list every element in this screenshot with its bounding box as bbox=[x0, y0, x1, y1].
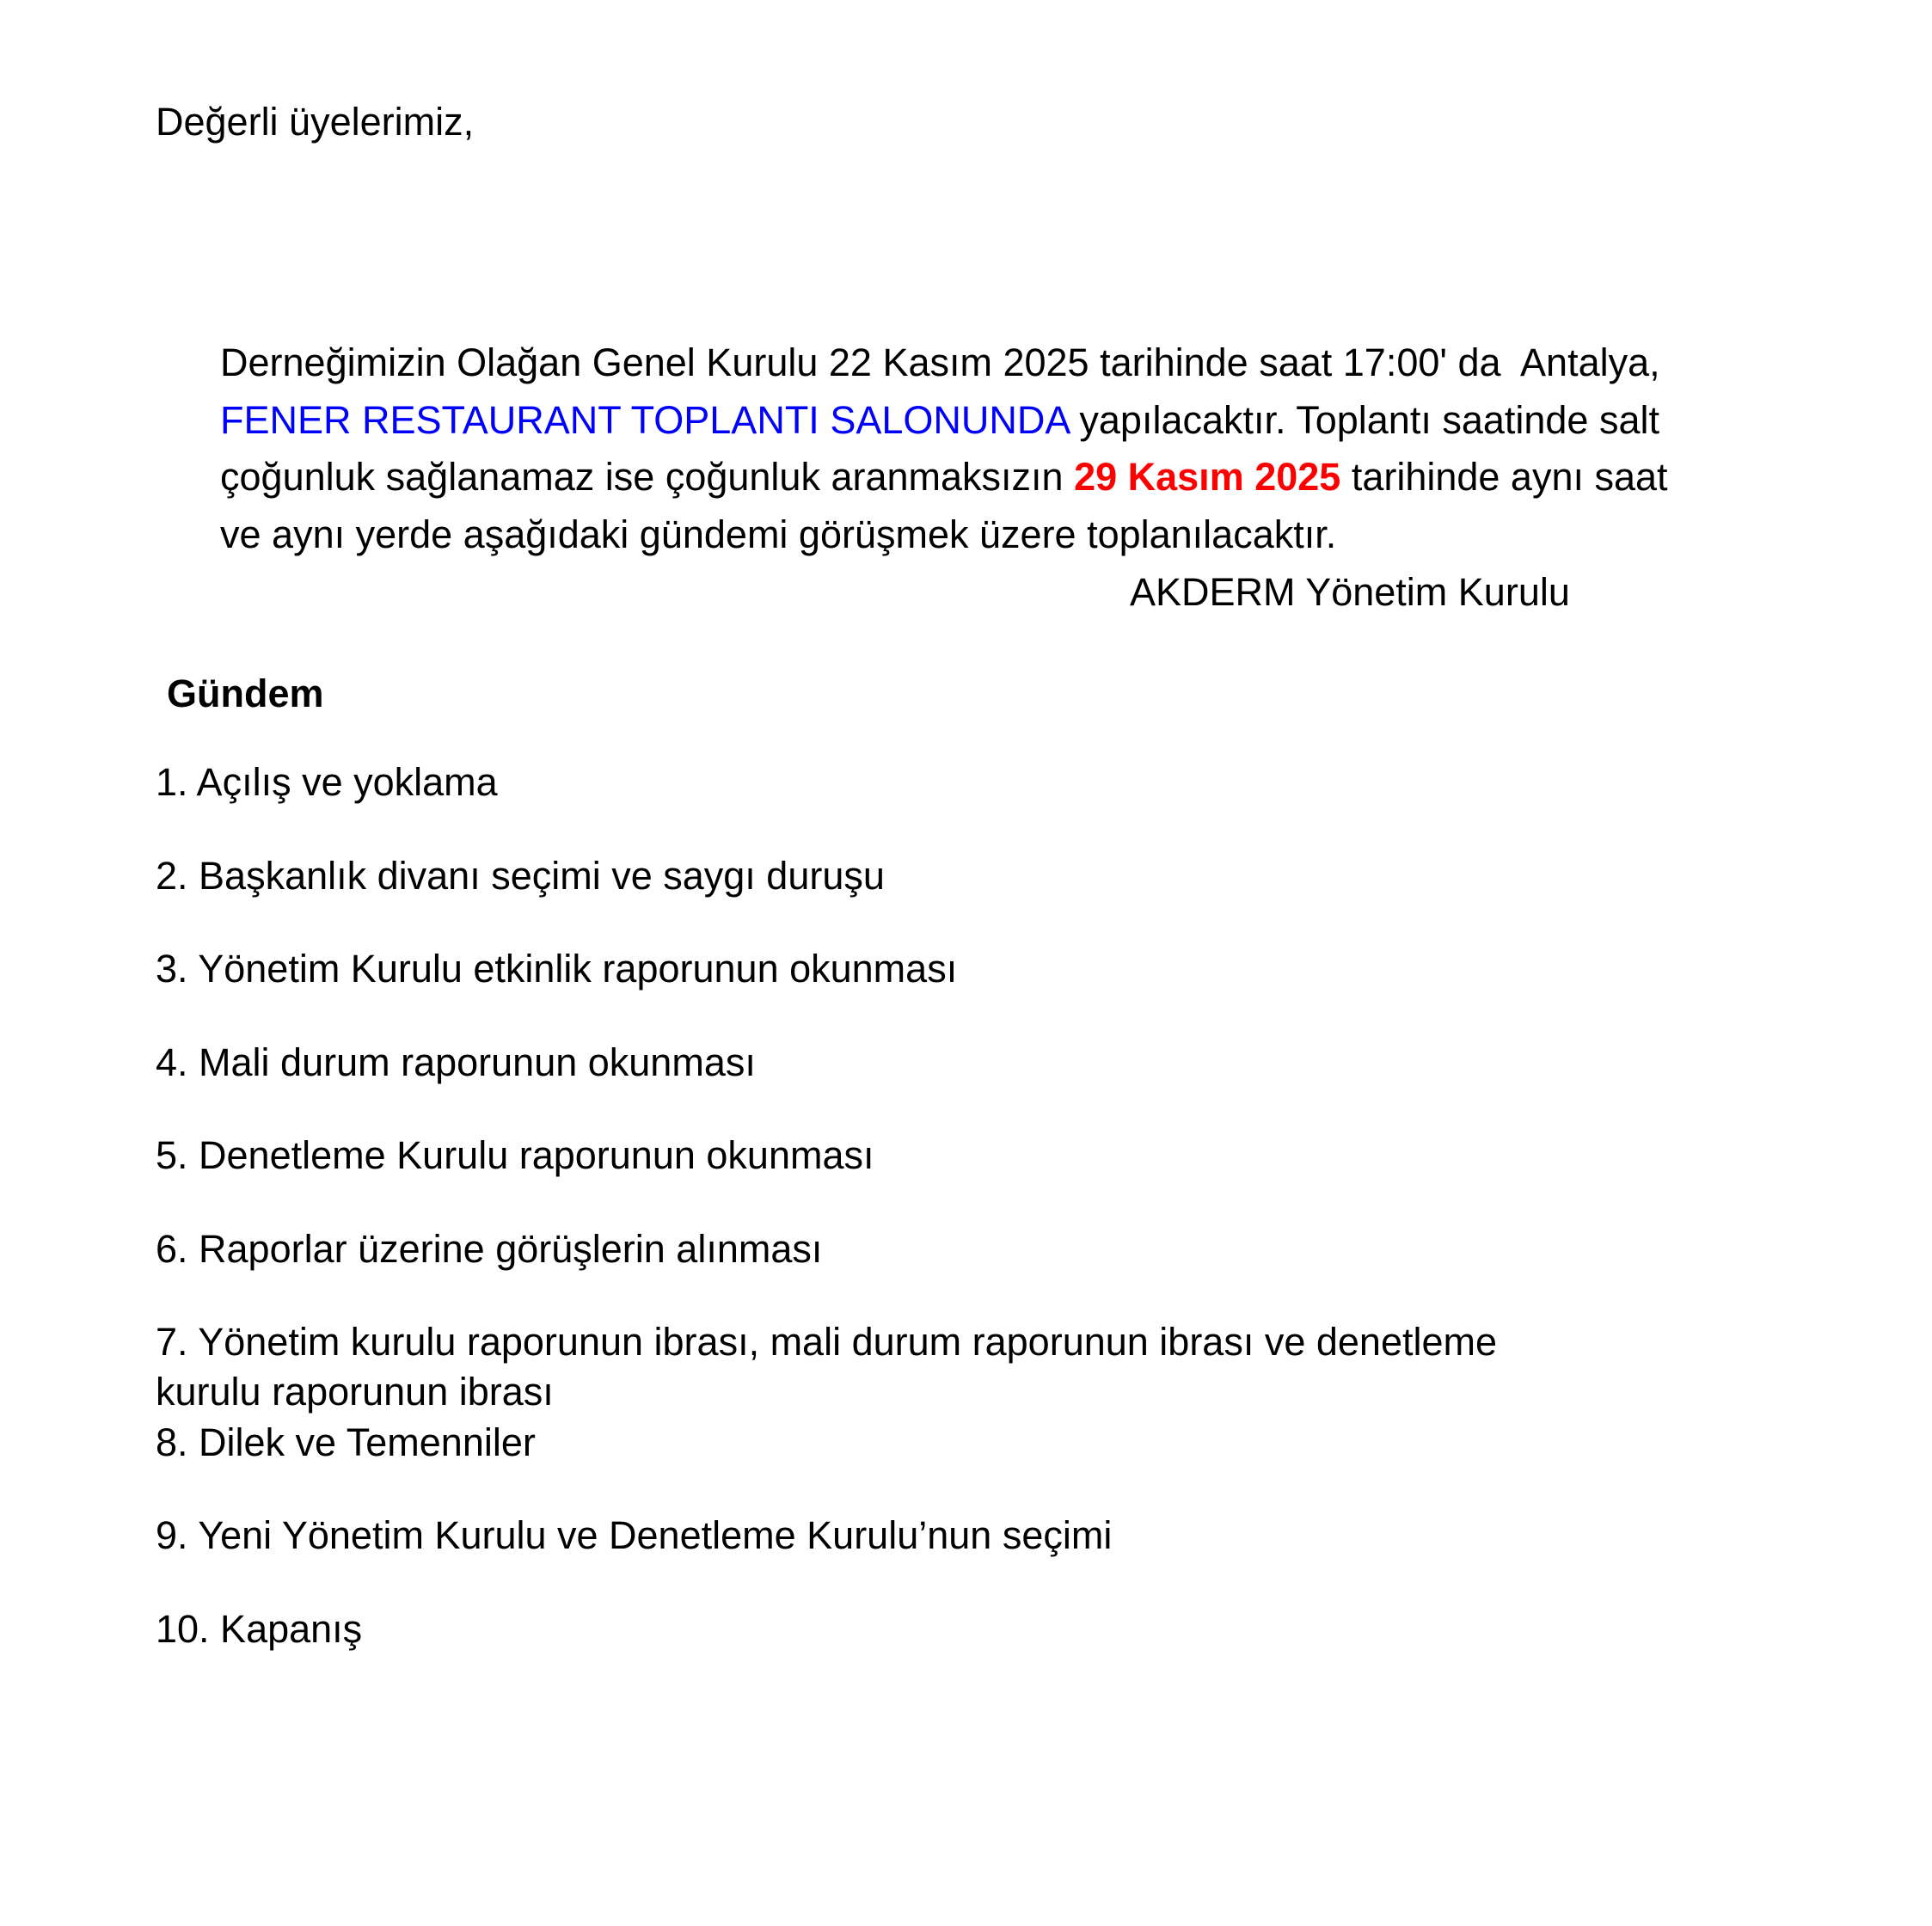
fallback-date: 29 Kasım 2025 bbox=[1074, 455, 1341, 499]
agenda-item-text: 5. Denetleme Kurulu raporunun okunması bbox=[156, 1133, 874, 1177]
agenda-item-text: 4. Mali durum raporunun okunması bbox=[156, 1040, 756, 1084]
signature: AKDERM Yönetim Kurulu bbox=[1130, 570, 1570, 614]
agenda-item-text: 2. Başkanlık divanı seçimi ve saygı duruşu bbox=[156, 853, 885, 898]
meeting-date-text: Derneğimizin Olağan Genel Kurulu 22 Kasım 2025 tarihinde saat 17:00' da Antalya, bbox=[220, 340, 1660, 384]
agenda-item-text: 1. Açılış ve yoklama bbox=[156, 760, 498, 804]
agenda-item-text: kurulu raporunun ibrası bbox=[156, 1370, 554, 1414]
agenda-item-text: 10. Kapanış bbox=[156, 1606, 363, 1651]
greeting: Değerli üyelerimiz, bbox=[156, 100, 475, 144]
agenda-item-text: 9. Yeni Yönetim Kurulu ve Denetleme Kurulu’nun seçimi bbox=[156, 1513, 1113, 1557]
paragraph-text: ve aynı yerde aşağıdaki gündemi görüşmek üzere toplanılacaktır. bbox=[220, 512, 1337, 556]
agenda-item-text: 6. Raporlar üzerine görüşlerin alınması bbox=[156, 1226, 823, 1271]
paragraph-text: tarihinde aynı saat bbox=[1340, 455, 1668, 499]
venue-name: FENER RESTAURANT TOPLANTI SALONUNDA bbox=[220, 398, 1069, 442]
paragraph-text: çoğunluk sağlanamaz ise çoğunluk aranmaksızın bbox=[220, 455, 1075, 499]
agenda-title: Gündem bbox=[167, 672, 324, 715]
agenda-item-text: 3. Yönetim Kurulu etkinlik raporunun okunması bbox=[156, 947, 958, 991]
agenda-item-text: 7. Yönetim kurulu raporunun ibrası, mali durum raporunun ibrası ve denetleme bbox=[156, 1320, 1498, 1364]
agenda-item-text: 8. Dilek ve Temenniler bbox=[156, 1420, 536, 1464]
paragraph-text: yapılacaktır. Toplantı saatinde salt bbox=[1068, 398, 1659, 442]
